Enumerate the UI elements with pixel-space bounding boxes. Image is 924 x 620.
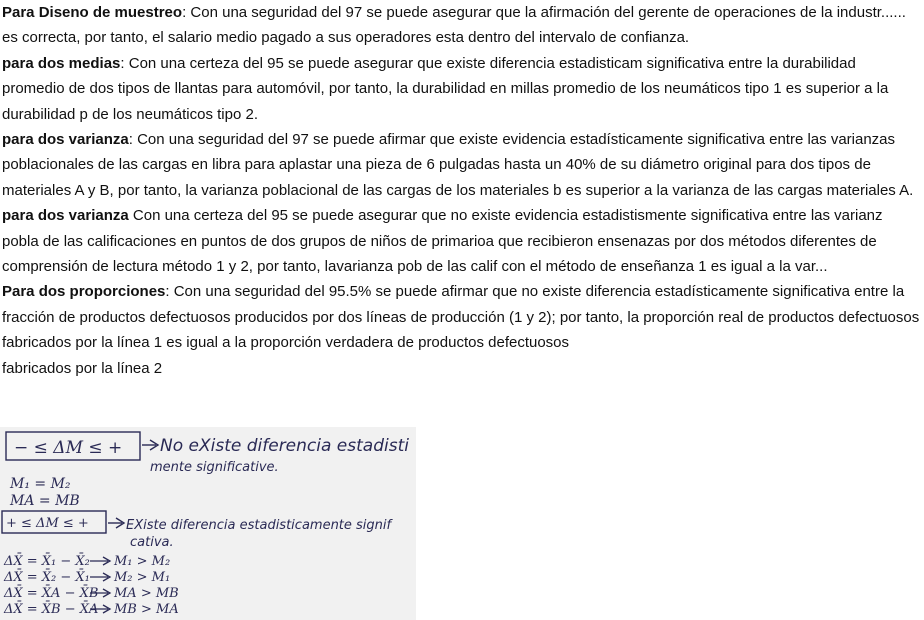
paragraph-text: Con una certeza del 95 se puede asegurar que existe diferencia estadisticam significativa entre la durabilidad promedio de dos tipos de llantas para automóvil, por tanto, la durabilidad en millas promedio de los neumáticos tipo 1 es superior a la durabilidad p de los neumáticos tipo 2.: [2, 54, 889, 123]
handwritten-note-svg: [0, 427, 416, 620]
paragraph-heading: para dos varianza: [2, 207, 129, 225]
heading-separator: :: [120, 54, 129, 72]
box1-result-line1: No eXiste diferencia estadisti: [160, 436, 409, 456]
paragraph-heading: Para dos proporciones: [2, 283, 166, 301]
paragraph-dos-proporciones: [2, 279, 922, 381]
paragraph-text-extra: fabricados por la línea 2: [2, 359, 163, 377]
paragraph-text: Con una seguridad del 95.5% se puede afirmar que no existe diferencia estadísticamente significativa entre la fracción de productos defectuosos producidos por dos líneas de producción (1 y 2); por tanto, la proporción real de productos defectuosos fabricados por la línea 1 es igual a la proporción verdadera de productos defectuosos: [2, 283, 920, 352]
rule4-left: ΔX̄ = X̄B − X̄A: [4, 602, 99, 617]
heading-separator: :: [165, 283, 174, 301]
rule3-right: MA > MB: [114, 586, 179, 601]
paragraph-text: Con una seguridad del 97 se puede afirmar que existe evidencia estadísticamente significativa entre las varianzas poblacionales de las cargas en libra para aplastar una pieza de 6 pulgadas hasta un 40% de su diámetro original para dos tipos de materiales A y B, por tanto, la varianza poblacional de las cargas de los materiales b es superior a la varianza de las cargas materiales A.: [2, 131, 914, 199]
heading-separator: :: [182, 4, 191, 21]
equation-ma: MA = MB: [10, 493, 80, 509]
box2-result-line2: cativa.: [130, 535, 174, 550]
rule2-right: M₂ > M₁: [114, 570, 171, 585]
rule1-right: M₁ > M₂: [114, 554, 171, 569]
box1-result-line2: mente significative.: [150, 460, 279, 475]
equation-mu: M₁ = M₂: [10, 476, 71, 492]
paragraph-diseno-muestreo: [2, 0, 922, 51]
paragraph-text: Con una seguridad del 97 se puede asegurar que la afirmación del gerente de operaciones de la industr...... es correcta, por tanto, el salario medio pagado a sus operadores esta dentro del intervalo de confianza.: [2, 4, 906, 47]
paragraph-heading: para dos varianza: [2, 131, 129, 149]
handwritten-note-image: [0, 427, 416, 620]
paragraph-dos-varianza-2: [2, 203, 922, 279]
rule3-left: ΔX̄ = X̄A − X̄B: [4, 586, 99, 601]
rule2-left: ΔX̄ = X̄₂ − X̄₁: [4, 570, 90, 585]
paragraph-dos-varianza-1: [2, 127, 922, 203]
heading-separator: :: [128, 131, 138, 149]
box2-text: + ≤ ΔM ≤ +: [6, 516, 89, 531]
paragraph-heading: Para Diseno de muestreo: [2, 4, 183, 21]
rule4-right: MB > MA: [114, 602, 179, 617]
paragraph-dos-medias: [2, 51, 922, 127]
box2-result-line1: EXiste diferencia estadisticamente signif: [126, 518, 392, 533]
paragraph-heading: para dos medias: [2, 54, 121, 72]
paragraph-text: Con una certeza del 95 se puede asegurar que no existe evidencia estadistismente significativa entre las varianz pobla de las calificaciones en puntos de dos grupos de niños de primarioa que recibieron ensenazas por dos métodos diferentes de comprensión de lectura método 1 y 2, por tanto, lavarianza pob de las calif con el método de enseñanza 1 es igual a la var...: [2, 207, 883, 276]
box1-text: − ≤ ΔM ≤ +: [14, 438, 123, 458]
rule1-left: ΔX̄ = X̄₁ − X̄₂: [4, 554, 90, 569]
